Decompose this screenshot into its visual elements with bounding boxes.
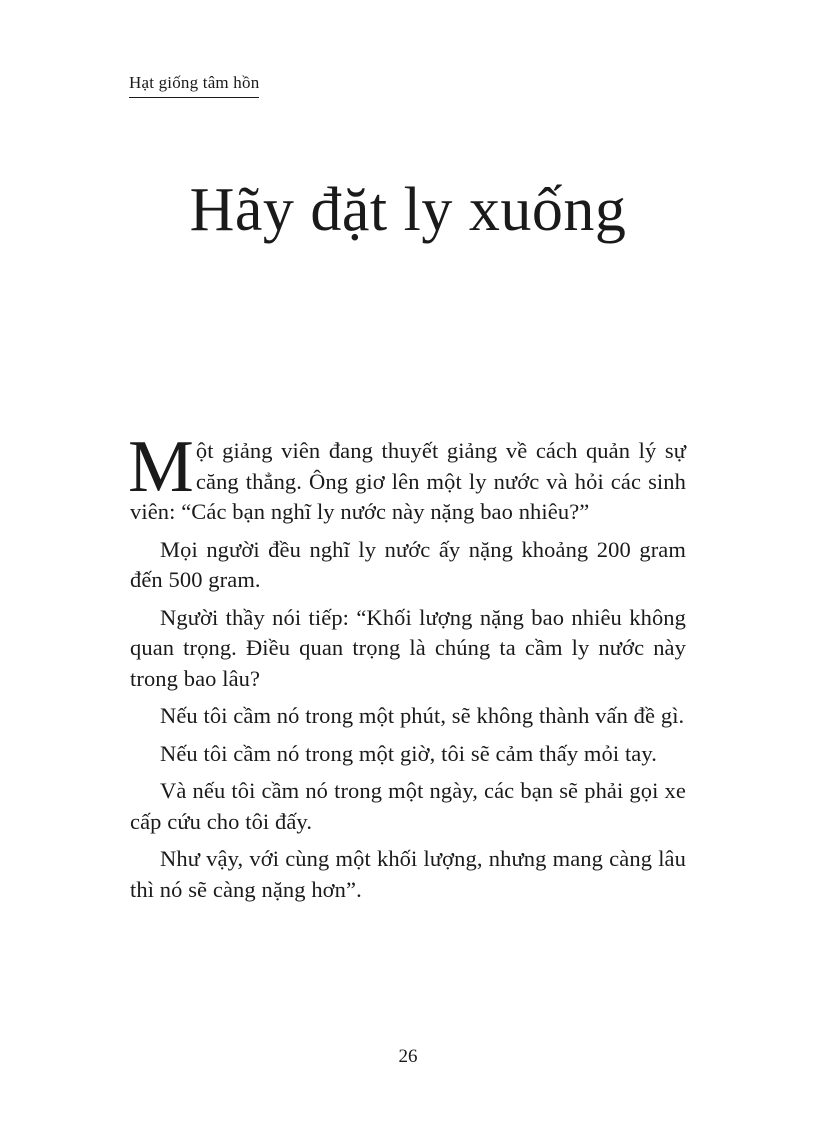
running-header: Hạt giống tâm hồn: [129, 72, 259, 98]
chapter-title: Hãy đặt ly xuống: [189, 176, 627, 244]
paragraph-1: [128, 426, 686, 528]
drop-cap: M: [128, 426, 194, 508]
page-number: 26: [398, 1046, 418, 1067]
paragraph-1-text: ột giảng viên đang thuyết giảng về cách quản lý sự căng thẳng. Ông giơ lên một ly nước và hỏi các sinh viên: “Các bạn nghĩ ly nước này nặng bao nhiêu?”: [130, 438, 686, 524]
paragraph-7: Như vậy, với cùng một khối lượng, nhưng mang càng lâu thì nó sẽ càng nặng hơn”.: [130, 846, 686, 902]
paragraph-6: Và nếu tôi cầm nó trong một ngày, các bạn sẽ phải gọi xe cấp cứu cho tôi đấy.: [130, 778, 686, 834]
paragraph-4: Nếu tôi cầm nó trong một phút, sẽ không thành vấn đề gì.: [160, 703, 685, 728]
story-body: [128, 426, 686, 912]
paragraph-2: Mọi người đều nghĩ ly nước ấy nặng khoảng 200 gram đến 500 gram.: [130, 536, 686, 592]
paragraph-5: Nếu tôi cầm nó trong một giờ, tôi sẽ cảm thấy mỏi tay.: [160, 740, 657, 766]
paragraph-3: Người thầy nói tiếp: “Khối lượng nặng bao nhiêu không quan trọng. Điều quan trọng là chúng ta cầm ly nước này trong bao lâu?: [130, 604, 686, 691]
